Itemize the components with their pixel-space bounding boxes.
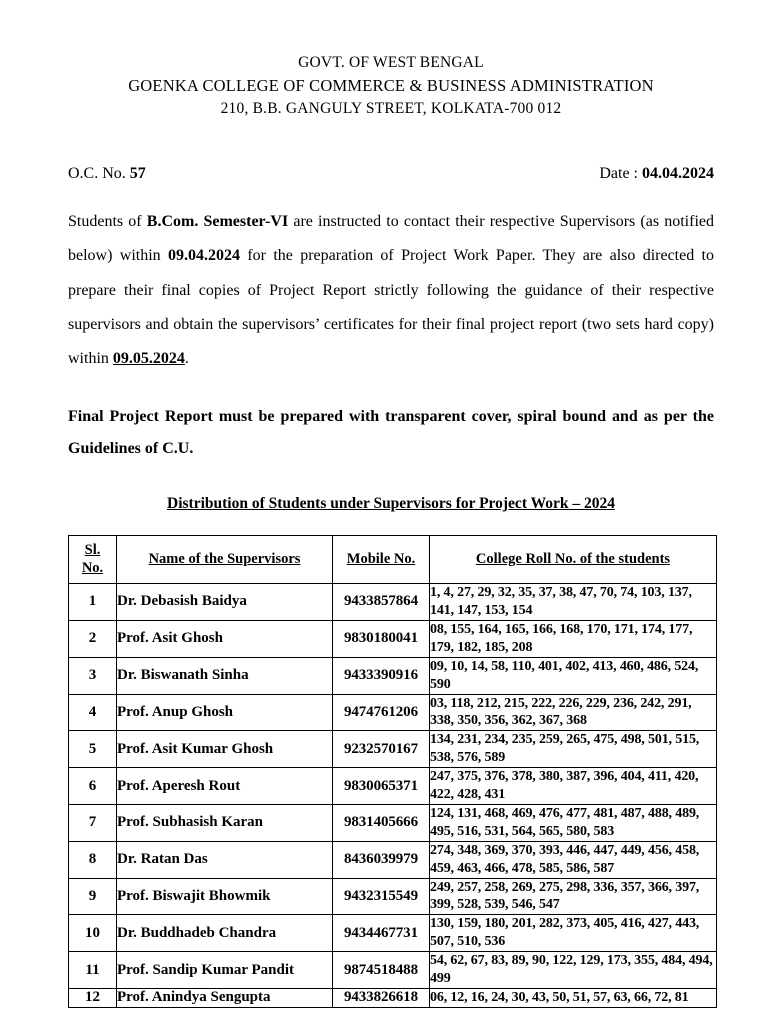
cell-roll-numbers: 1, 4, 27, 29, 32, 35, 37, 38, 47, 70, 74, 103, 137, 141, 147, 153, 154 <box>430 584 717 621</box>
table-row <box>69 804 717 841</box>
column-header-roll <box>430 535 717 583</box>
reference-row <box>68 165 714 183</box>
cell-supervisor-name: Dr. Ratan Das <box>117 841 333 878</box>
report-format-notice: Final Project Report must be prepared with transparent cover, spiral bound and as per the Guidelines of C.U. <box>68 407 714 457</box>
column-header-name-text: Name of the Supervisors <box>148 550 301 567</box>
cell-serial: 12 <box>69 989 117 1008</box>
table-row <box>69 952 717 989</box>
institution-authority: GOVT. OF WEST BENGAL <box>298 54 484 71</box>
cell-supervisor-name: Prof. Asit Ghosh <box>117 620 333 657</box>
cell-serial: 9 <box>69 878 117 915</box>
letterhead <box>68 52 714 121</box>
cell-serial: 8 <box>69 841 117 878</box>
cell-supervisor-name: Prof. Subhasish Karan <box>117 804 333 841</box>
date-block <box>599 165 714 183</box>
cell-roll-numbers: 08, 155, 164, 165, 166, 168, 170, 171, 174, 177, 179, 182, 185, 208 <box>430 620 717 657</box>
table-row <box>69 731 717 768</box>
para1-semester: B.Com. Semester-VI <box>146 212 289 230</box>
institution-address: 210, B.B. GANGULY STREET, KOLKATA-700 012 <box>220 100 562 118</box>
para1-text-2: are instructed to contact their respective Supervisors (as notified below) within <box>68 212 714 265</box>
cell-roll-numbers: 274, 348, 369, 370, 393, 446, 447, 449, 456, 458, 459, 463, 466, 478, 585, 586, 587 <box>430 841 717 878</box>
table-row <box>69 620 717 657</box>
cell-supervisor-name: Dr. Biswanath Sinha <box>117 657 333 694</box>
cell-supervisor-name: Prof. Asit Kumar Ghosh <box>117 731 333 768</box>
oc-number-block <box>68 165 146 183</box>
cell-roll-numbers: 54, 62, 67, 83, 89, 90, 122, 129, 173, 355, 484, 494, 499 <box>430 952 717 989</box>
column-header-name <box>117 535 333 583</box>
cell-mobile: 9433390916 <box>333 657 430 694</box>
cell-serial: 1 <box>69 584 117 621</box>
column-header-roll-text: College Roll No. of the students <box>475 550 671 567</box>
table-row <box>69 878 717 915</box>
cell-mobile: 9432315549 <box>333 878 430 915</box>
cell-mobile: 9830180041 <box>333 620 430 657</box>
cell-supervisor-name: Dr. Debasish Baidya <box>117 584 333 621</box>
cell-mobile: 9434467731 <box>333 915 430 952</box>
cell-supervisor-name: Prof. Anindya Sengupta <box>117 989 333 1008</box>
cell-roll-numbers: 09, 10, 14, 58, 110, 401, 402, 413, 460, 486, 524, 590 <box>430 657 717 694</box>
table-row <box>69 694 717 731</box>
cell-supervisor-name: Prof. Sandip Kumar Pandit <box>117 952 333 989</box>
cell-serial: 3 <box>69 657 117 694</box>
cell-serial: 2 <box>69 620 117 657</box>
table-row <box>69 657 717 694</box>
table-row <box>69 841 717 878</box>
table-row <box>69 768 717 805</box>
oc-number: 57 <box>129 164 146 182</box>
para1-text-4: . <box>184 350 189 368</box>
cell-mobile: 9831405666 <box>333 804 430 841</box>
column-header-serial-line2: No. <box>81 559 104 576</box>
column-header-mobile <box>333 535 430 583</box>
cell-serial: 10 <box>69 915 117 952</box>
cell-serial: 4 <box>69 694 117 731</box>
cell-supervisor-name: Prof. Aperesh Rout <box>117 768 333 805</box>
distribution-section-title-text: Distribution of Students under Supervisors for Project Work – 2024 <box>167 494 615 512</box>
institution-name: GOENKA COLLEGE OF COMMERCE & BUSINESS ADMINISTRATION <box>128 76 654 96</box>
distribution-table-wrapper <box>68 535 714 1008</box>
cell-serial: 7 <box>69 804 117 841</box>
column-header-serial-line1: Sl. <box>84 541 101 558</box>
para1-text-1: Students of <box>68 212 147 230</box>
para1-text-3: for the preparation of Project Work Paper. They are also directed to prepare their final copies of Project Report strictly following the guidance of their respective supervisors and obtain the supervisors’ certificates for their final project report (two sets hard copy) within <box>68 247 714 368</box>
cell-roll-numbers: 03, 118, 212, 215, 222, 226, 229, 236, 242, 291, 338, 350, 356, 362, 367, 368 <box>430 694 717 731</box>
table-row <box>69 584 717 621</box>
cell-roll-numbers: 06, 12, 16, 24, 30, 43, 50, 51, 57, 63, 66, 72, 81 <box>430 989 717 1008</box>
table-row <box>69 915 717 952</box>
date-label: Date : <box>599 164 638 182</box>
para1-contact-deadline: 09.04.2024 <box>168 247 240 265</box>
column-header-mobile-text: Mobile No. <box>346 550 416 567</box>
date-value: 04.04.2024 <box>642 164 714 182</box>
cell-serial: 11 <box>69 952 117 989</box>
instruction-paragraph <box>68 205 714 377</box>
cell-serial: 6 <box>69 768 117 805</box>
cell-supervisor-name: Dr. Buddhadeb Chandra <box>117 915 333 952</box>
table-header <box>69 535 717 583</box>
table-body <box>69 584 717 1008</box>
cell-serial: 5 <box>69 731 117 768</box>
cell-roll-numbers: 249, 257, 258, 269, 275, 298, 336, 357, 366, 397, 399, 528, 539, 546, 547 <box>430 878 717 915</box>
cell-supervisor-name: Prof. Biswajit Bhowmik <box>117 878 333 915</box>
cell-roll-numbers: 130, 159, 180, 201, 282, 373, 405, 416, 427, 443, 507, 510, 536 <box>430 915 717 952</box>
column-header-serial <box>69 535 117 583</box>
cell-mobile: 9874518488 <box>333 952 430 989</box>
cell-roll-numbers: 247, 375, 376, 378, 380, 387, 396, 404, 411, 420, 422, 428, 431 <box>430 768 717 805</box>
cell-mobile: 9433857864 <box>333 584 430 621</box>
table-header-row <box>69 535 717 583</box>
para1-submission-deadline: 09.05.2024 <box>112 350 185 368</box>
cell-mobile: 9830065371 <box>333 768 430 805</box>
cell-mobile: 9232570167 <box>333 731 430 768</box>
cell-supervisor-name: Prof. Anup Ghosh <box>117 694 333 731</box>
cell-mobile: 8436039979 <box>333 841 430 878</box>
oc-label: O.C. No. <box>68 164 126 182</box>
table-row <box>69 989 717 1008</box>
cell-mobile: 9474761206 <box>333 694 430 731</box>
cell-roll-numbers: 124, 131, 468, 469, 476, 477, 481, 487, 488, 489, 495, 516, 531, 564, 565, 580, 583 <box>430 804 717 841</box>
cell-mobile: 9433826618 <box>333 989 430 1008</box>
distribution-table <box>68 535 717 1008</box>
distribution-section-title <box>68 495 714 513</box>
cell-roll-numbers: 134, 231, 234, 235, 259, 265, 475, 498, 501, 515, 538, 576, 589 <box>430 731 717 768</box>
